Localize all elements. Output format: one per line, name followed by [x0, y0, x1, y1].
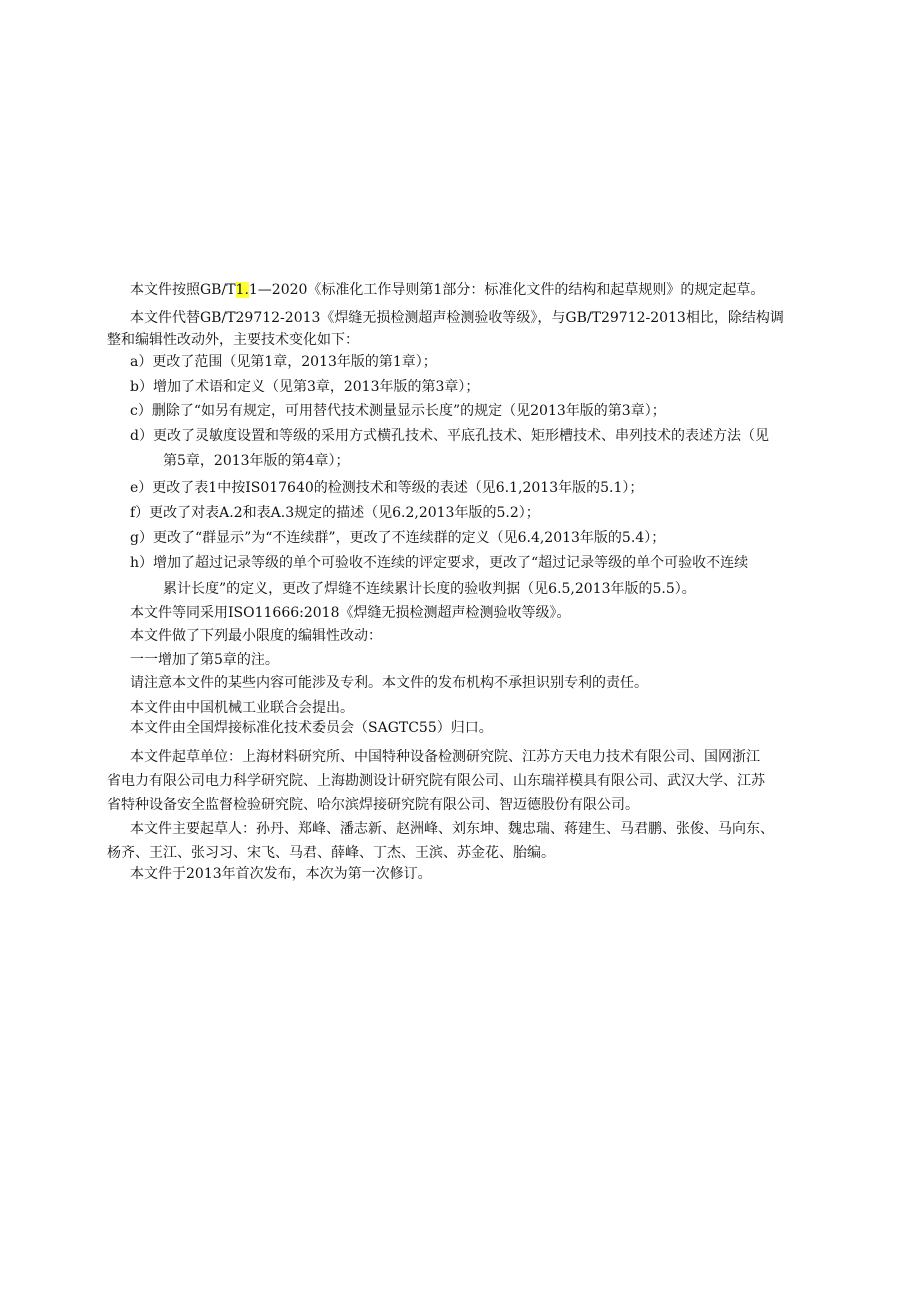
paragraph-editorial-changes: 本文件做了下列最小限度的编辑性改动： [130, 628, 382, 644]
list-item-a: a）更改了范围（见第1章，2013年版的第1章）； [130, 354, 437, 370]
list-item-f: f）更改了对表A.2和表A.3规定的描述（见6.2,2013年版的5.2）； [130, 505, 540, 521]
list-item-d-line-2: 第5章，2013年版的第4章）； [163, 453, 350, 469]
paragraph-replaces-line-1: 本文件代替GB/T29712-2013《焊缝无损检测超声检测验收等级》，与GB/T29712-2013相比，除结构调 [130, 310, 784, 326]
paragraph-drafting-units-line-3: 省特种设备安全监督检验研究院、哈尔滨焊接研究院有限公司、智迈德股份有限公司。 [107, 797, 639, 813]
paragraph-drafters-line-1: 本文件主要起草人：孙丹、郑峰、潘志新、赵洲峰、刘东坤、魏忠瑞、蒋建生、马君鹏、张俊、马向东、 [130, 821, 774, 837]
paragraph-drafters-line-2: 杨齐、王江、张习习、宋飞、马君、薛峰、丁杰、王滨、苏金花、胎编。 [107, 845, 555, 861]
text-segment: 1—2020《标准化工作导则第1部分：标准化文件的结构和起草规则》的规定起草。 [248, 282, 765, 298]
list-item-h-line-1: h）增加了超过记录等级的单个可验收不连续的评定要求，更改了“超过记录等级的单个可验收不连续 [130, 555, 749, 571]
paragraph-adoption: 本文件等同采用ISO11666:2018《焊缝无损检测超声检测验收等级》。 [130, 605, 571, 621]
text-segment: 本文件按照GB/T [130, 282, 236, 298]
paragraph-note-added: 一一增加了第5章的注。 [130, 652, 279, 668]
list-item-d-line-1: d）更改了灵敏度设置和等级的采用方式横孔技术、平底孔技术、矩形槽技术、串列技术的表述方法（见 [130, 428, 769, 444]
paragraph-replaces-line-2: 整和编辑性改动外，主要技术变化如下： [107, 332, 359, 348]
list-item-e: e）更改了表1中按IS017640的检测技术和等级的表述（见6.1,2013年版的5.1）； [130, 480, 644, 496]
list-item-c: c）删除了“如另有规定，可用替代技术测量显示长度”的规定（见2013年版的第3章）； [130, 403, 666, 419]
paragraph-proposed-by: 本文件由中国机械工业联合会提出。 [130, 700, 354, 716]
paragraph-drafting-rule [130, 281, 764, 299]
list-item-g: g）更改了“群显示”为“不连续群”，更改了不连续群的定义（见6.4,2013年版的5.4）； [130, 530, 666, 546]
list-item-b: b）增加了术语和定义（见第3章，2013年版的第3章）； [130, 379, 480, 395]
paragraph-drafting-units-line-1: 本文件起草单位：上海材料研究所、中国特种设备检测研究院、江苏方天电力技术有限公司、国网浙江 [130, 749, 760, 765]
paragraph-patent-notice: 请注意本文件的某些内容可能涉及专利。本文件的发布机构不承担识别专利的责任。 [130, 675, 648, 691]
paragraph-under-jurisdiction: 本文件由全国焊接标准化技术委员会（SAGTC55）归口。 [130, 720, 493, 736]
list-item-h-line-2: 累计长度”的定义，更改了焊缝不连续累计长度的验收判据（见6.5,2013年版的5.5）。 [163, 581, 696, 597]
paragraph-publication-history: 本文件于2013年首次发布，本次为第一次修订。 [130, 866, 432, 882]
paragraph-drafting-units-line-2: 省电力有限公司电力科学研究院、上海勘测设计研究院有限公司、山东瑞祥模具有限公司、武汉大学、江苏 [107, 773, 765, 789]
highlighted-text: 1. [235, 282, 249, 298]
